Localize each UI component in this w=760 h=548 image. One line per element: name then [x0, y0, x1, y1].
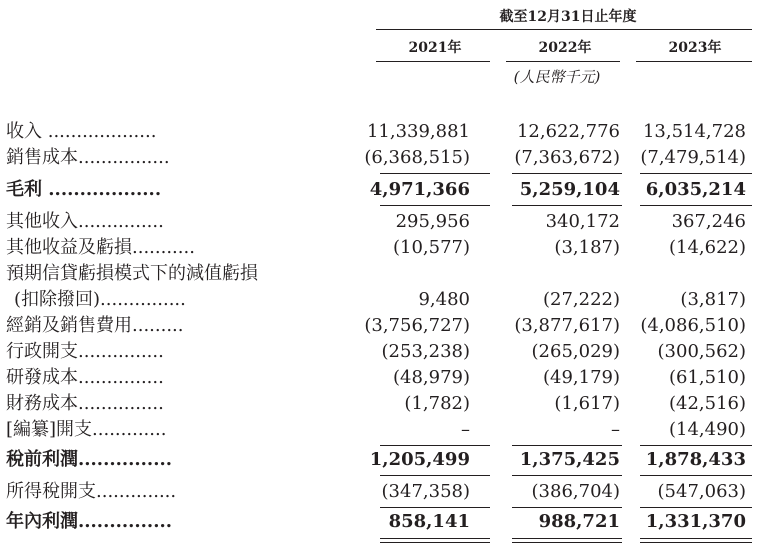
table-row-profit-before-tax: [0, 448, 760, 472]
value-2022: (1,617): [554, 393, 620, 414]
year-rule-2022: [506, 61, 620, 62]
value-2023: 367,246: [671, 211, 746, 232]
row-label: 經銷及銷售費用.........: [6, 315, 184, 336]
net-rule-2022: [512, 507, 622, 508]
value-2022: 5,259,104: [519, 179, 620, 200]
double-rule-bottom-2023: [640, 542, 752, 543]
value-2021: (1,782): [404, 393, 470, 414]
pretax-rule-2022: [512, 445, 622, 446]
value-2021: –: [461, 419, 470, 440]
value-2022: (7,363,672): [514, 147, 620, 168]
row-label: 所得稅開支..............: [6, 481, 177, 502]
table-row-income-tax: [0, 480, 760, 504]
value-2021: 295,956: [395, 211, 470, 232]
row-label: 稅前利潤...............: [6, 449, 172, 470]
table-row-admin-expenses: [0, 340, 760, 364]
value-2023: (14,490): [668, 419, 746, 440]
value-2021: 4,971,366: [369, 179, 470, 200]
year-rule-2021: [376, 61, 490, 62]
value-2022: (265,029): [531, 341, 620, 362]
double-rule-top-2022: [512, 538, 622, 539]
row-label: (扣除撥回)...............: [14, 289, 186, 310]
value-2023: 6,035,214: [645, 179, 746, 200]
subtotal-rule-2023: [640, 173, 752, 174]
value-2023: (547,063): [657, 481, 746, 502]
row-label: 行政開支...............: [6, 341, 164, 362]
table-row-impairment-net: [0, 288, 760, 312]
row-label: 銷售成本................: [6, 147, 170, 168]
year-rule-2023: [636, 61, 752, 62]
double-rule-bottom-2021: [380, 542, 490, 543]
value-2021: (10,577): [392, 237, 470, 258]
value-2022: (3,187): [554, 237, 620, 258]
value-2023: (4,086,510): [640, 315, 746, 336]
pbt-rule-2022: [512, 475, 622, 476]
table-row-cost-of-sales: [0, 146, 760, 170]
subtotal-rule-2022: [512, 173, 622, 174]
double-rule-top-2021: [380, 538, 490, 539]
value-2021: (253,238): [381, 341, 470, 362]
value-2021: (6,368,515): [364, 147, 470, 168]
year-header-2022: 2022年: [538, 40, 592, 56]
net-rule-2021: [380, 507, 490, 508]
year-header-2021: 2021年: [408, 40, 462, 56]
net-rule-2023: [640, 507, 752, 508]
row-label: 收入 ...................: [6, 121, 157, 142]
value-2023: (42,516): [668, 393, 746, 414]
value-2023: 1,878,433: [645, 449, 746, 470]
value-2022: (3,877,617): [514, 315, 620, 336]
unit-label: (人民幣千元): [513, 68, 601, 86]
row-label: 其他收入...............: [6, 211, 164, 232]
table-row-other-gains-losses: [0, 236, 760, 260]
pretax-rule-2023: [640, 445, 752, 446]
table-row-listing-expenses: [0, 418, 760, 442]
value-2023: (61,510): [668, 367, 746, 388]
pbt-rule-2021: [380, 475, 490, 476]
value-2022: –: [611, 419, 620, 440]
table-row-revenue: [0, 120, 760, 144]
value-2023: (3,817): [680, 289, 746, 310]
row-label: 預期信貸虧損模式下的減值虧損: [6, 263, 258, 284]
period-header: 截至12月31日止年度: [499, 9, 637, 25]
value-2023: 1,331,370: [645, 511, 746, 532]
value-2021: (3,756,727): [364, 315, 470, 336]
period-rule: [376, 29, 752, 30]
value-2023: 13,514,728: [642, 121, 746, 142]
year-header-2023: 2023年: [668, 40, 722, 56]
value-2023: (14,622): [668, 237, 746, 258]
gross-profit-rule-2023: [640, 205, 752, 206]
table-row-other-income: [0, 210, 760, 234]
gross-profit-rule-2021: [380, 205, 490, 206]
double-rule-top-2023: [640, 538, 752, 539]
value-2022: (386,704): [531, 481, 620, 502]
row-label: 毛利 ..................: [6, 179, 162, 200]
table-row-impairment-heading: [0, 262, 760, 286]
value-2022: (27,222): [542, 289, 620, 310]
pbt-rule-2023: [640, 475, 752, 476]
value-2021: 1,205,499: [369, 449, 470, 470]
row-label: 年內利潤...............: [6, 511, 172, 532]
value-2023: (300,562): [657, 341, 746, 362]
table-row-distribution-selling: [0, 314, 760, 338]
row-label: 研發成本...............: [6, 367, 164, 388]
value-2021: 11,339,881: [366, 121, 470, 142]
value-2021: (347,358): [381, 481, 470, 502]
table-row-rnd-costs: [0, 366, 760, 390]
value-2022: 1,375,425: [519, 449, 620, 470]
value-2021: 858,141: [388, 511, 470, 532]
gross-profit-rule-2022: [512, 205, 622, 206]
value-2022: (49,179): [542, 367, 620, 388]
subtotal-rule-2021: [380, 173, 490, 174]
row-label: [編纂]開支.............: [6, 419, 167, 440]
value-2021: 9,480: [418, 289, 470, 310]
value-2023: (7,479,514): [640, 147, 746, 168]
value-2021: (48,979): [392, 367, 470, 388]
table-row-profit-for-year: [0, 510, 760, 534]
pretax-rule-2021: [380, 445, 490, 446]
table-row-finance-costs: [0, 392, 760, 416]
row-label: 其他收益及虧損...........: [6, 237, 195, 258]
value-2022: 988,721: [538, 511, 620, 532]
double-rule-bottom-2022: [512, 542, 622, 543]
value-2022: 340,172: [545, 211, 620, 232]
row-label: 財務成本...............: [6, 393, 164, 414]
value-2022: 12,622,776: [516, 121, 620, 142]
table-row-gross-profit: [0, 178, 760, 202]
